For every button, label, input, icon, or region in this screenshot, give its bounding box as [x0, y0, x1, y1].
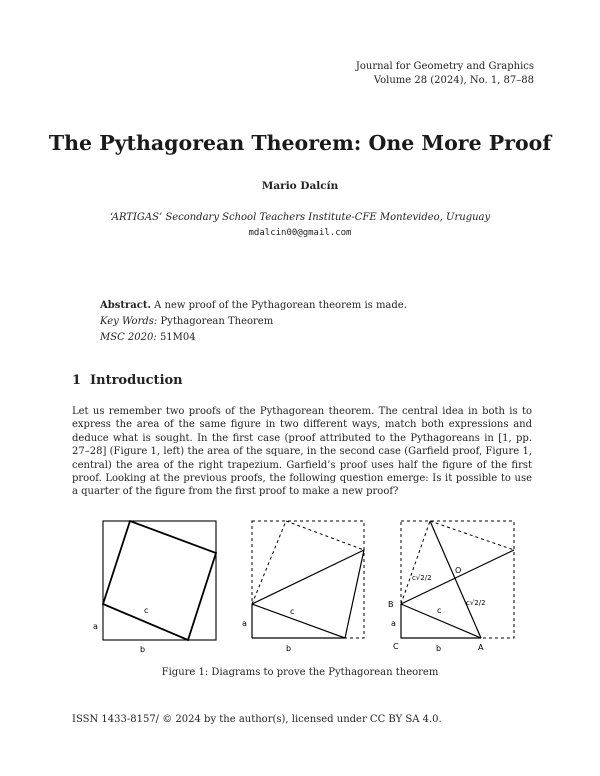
figure-caption: Figure 1: Diagrams to prove the Pythagorean theorem	[161, 667, 439, 678]
section-number: 1	[72, 373, 82, 388]
left-label-b: b	[140, 645, 146, 654]
right-label-frac2: c√2/2	[466, 599, 486, 607]
left-label-c: c	[144, 606, 149, 615]
abstract-label: Abstract.	[100, 300, 151, 311]
hyp-c1	[252, 604, 345, 638]
right-label-frac1: c√2/2	[412, 574, 432, 582]
footer-license: ISSN 1433-8157/ © 2024 by the author(s), licensed under CC BY SA 4.0.	[72, 714, 442, 725]
section-title: Introduction	[90, 373, 183, 388]
author-email[interactable]: mdalcin00@gmail.com	[248, 228, 352, 238]
right-label-c: c	[437, 606, 442, 615]
keywords-label: Key Words:	[100, 316, 158, 327]
hyp-c2	[252, 550, 364, 604]
right-label-C: C	[393, 642, 399, 651]
center-label-a: a	[242, 619, 247, 628]
figure-left-diagram	[103, 521, 216, 640]
outer-square	[103, 521, 216, 640]
right-label-A: A	[478, 643, 484, 652]
right-dashed2	[401, 521, 430, 604]
left-label-a: a	[93, 622, 98, 631]
inner-square	[103, 521, 216, 640]
hyp-c3	[345, 550, 364, 638]
center-label-b: b	[286, 644, 292, 653]
dashed-diag2	[286, 521, 364, 550]
center-label-c: c	[290, 607, 295, 616]
affiliation: ‘ARTIGAS’ Secondary School Teachers Institute-CFE Montevideo, Uruguay	[109, 212, 491, 223]
right-label-b: b	[436, 644, 442, 653]
right-dashed	[430, 521, 514, 550]
keywords-text: Pythagorean Theorem	[160, 316, 274, 327]
figure-center-diagram	[252, 521, 364, 638]
right-line-a	[430, 521, 481, 638]
right-label-O: O	[455, 566, 462, 575]
msc-label: MSC 2020:	[100, 332, 157, 343]
abstract-text: A new proof of the Pythagorean theorem is made.	[154, 300, 407, 311]
paper-title: The Pythagorean Theorem: One More Proof	[48, 131, 552, 155]
dashed-square	[252, 521, 364, 638]
right-label-a: a	[391, 619, 396, 628]
journal-name: Journal for Geometry and Graphics	[355, 61, 534, 72]
msc-text: 51M04	[159, 332, 196, 343]
author-name: Mario Dalcín	[261, 180, 339, 192]
right-label-B: B	[388, 600, 394, 609]
body-paragraph: Let us remember two proofs of the Pythagorean theorem. The central idea in both is to express the area of the same figure in two different ways, match both expressions and deduce what is sought. In the first case (proof attributed to the Pythagoreans in [1, pp. 27–28] (Figure 1, left) the area of the square, in the second case (Garfield proof, Figure 1, central) the area of the right trapezium. Garfield’s proof uses half the figure of the first proof. Looking at the previous proofs, the following question emerge: Is it possible to use a quarter of the figure from the first proof to make a new proof?	[72, 406, 532, 498]
dashed-diag1	[252, 521, 286, 604]
journal-volume: Volume 28 (2024), No. 1, 87–88	[373, 75, 534, 86]
